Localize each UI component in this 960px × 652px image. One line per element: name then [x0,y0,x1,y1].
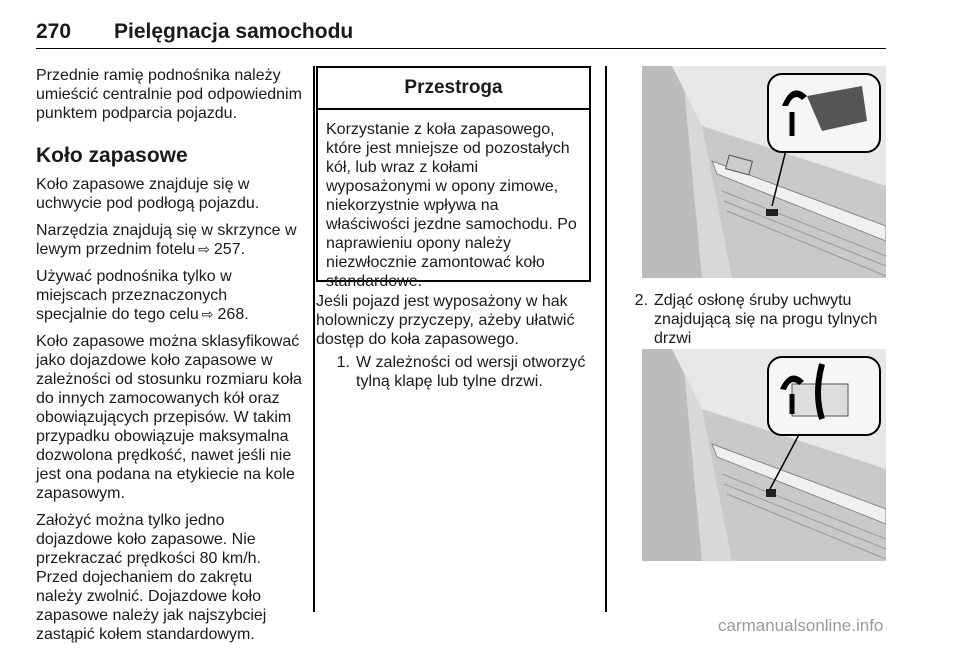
step-text: Zdjąć osłonę śruby uchwytu znajdującą się na progu tylnych drzwi [654,292,878,347]
caution-box [316,66,591,290]
step-text: W zależności od wersji otworzyć tylną klapę lub tylne drzwi. [356,354,586,390]
page-header [36,14,886,49]
jack-text: Używać podnośnika tylko w miejscach przeznaczonych specjalnie do tego celu [36,268,232,323]
page-title: Pielęgnacja samochodu [114,20,354,43]
paragraph-classification: Koło zapasowe można sklasyfikować jako dojazdowe koło zapasowe w zależności od stosunku rozmiaru koła do innych zamocowanych kół oraz obowiązujących przepisów. W takim przypadku obowiązuje maksymalna dozwolona prędkość, nawet jeśli nie jest ona podana na etykiecie na kole zapasowym. [36,333,302,502]
step-1 [316,353,592,391]
step-number: 2. [634,292,648,309]
page-number: 270 [36,20,72,43]
column-divider [605,66,607,612]
paragraph-jack [36,267,302,324]
column-left [36,66,302,652]
tools-text: Narzędzia znajdują się w skrzynce w lewym przednim fotelu [36,222,297,258]
column-middle [316,292,592,391]
illustration-rear-sill-cover [642,66,886,278]
paragraph-speed-limit: Założyć można tylko jedno dojazdowe koło zapasowe. Nie przekraczać prędkości 80 km/h. Przed dojechaniem do zakrętu należy zwolnić. Dojazdowe koło zapasowe należy jak najszybciej zastąpić kołem standardowym. [36,512,267,643]
illustration-remove-screw-cover [642,349,886,561]
step-number: 1. [336,354,350,371]
intro-paragraph: Przednie ramię podnośnika należy umieścić centralnie pod odpowiednim punktem podparcia pojazdu. [36,67,302,122]
illustration-drawing [642,66,886,278]
watermark: carmanualsonline.info [718,616,884,635]
paragraph-tools [36,221,302,259]
paragraph-location: Koło zapasowe znajduje się w uchwycie pod podłogą pojazdu. [36,176,260,212]
section-title: Koło zapasowe [36,144,188,167]
caution-text: Korzystanie z koła zapasowego, które jest mniejsze od pozostałych kół, lub wraz z kołami wyposażonymi w opony zimowe, niekorzystnie wpływa na właściwości jezdne samochodu. Po naprawieniu opony należy niezwłocznie zamontować koło standardowe. [326,121,577,290]
towbar-paragraph: Jeśli pojazd jest wyposażony w hak holowniczy przyczepy, ażeby ułatwić dostęp do koła zapasowego. [316,293,575,348]
page-reference-link[interactable]: ⇨ 268. [199,306,249,323]
page-reference-link[interactable]: ⇨ 257. [195,241,245,258]
column-right [626,291,888,348]
caution-title: Przestroga [318,68,589,110]
illustration-drawing [642,349,886,561]
column-divider [313,66,315,612]
step-2 [626,291,888,348]
